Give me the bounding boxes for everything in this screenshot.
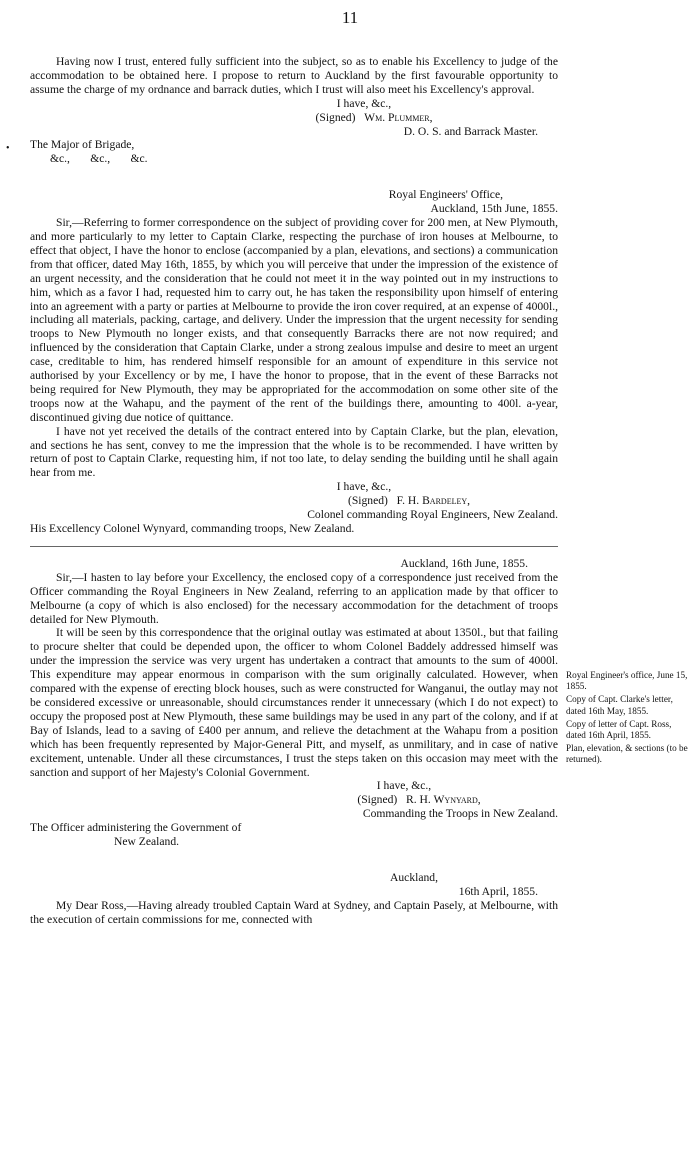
signer-name: R. H. Wynyard, [405, 793, 481, 807]
letter3-signature [30, 793, 558, 807]
letter2-signer-title: Colonel commanding Royal Engineers, New Zealand. [307, 508, 558, 522]
letter1-signature [30, 111, 558, 125]
signed-label: (Signed) [315, 110, 356, 124]
letter1-body: Having now I trust, entered fully sufficient into the subject, so as to enable his Excellency to judge of the accommodation to be obtained here. I propose to return to Auckland by the first favourable opportunity to assume the charge of my ordnance and barrack duties, which I trust will also meet his Excellency's approval. [30, 55, 558, 96]
signed-label: (Signed) [347, 494, 388, 508]
letter2-para2: I have not yet received the details of the contract entered into by Captain Clarke, but the plan, elevation, and sections he has sent, convey to me the impression that the whole is to be recommended. I have written by return of post to Captain Clarke, requesting him, if not too late, to delay sending the building until he shall again hear from me. [30, 424, 558, 480]
letter1-close: I have, &c., [336, 96, 392, 110]
letter4-date: 16th April, 1855. [458, 884, 538, 898]
letter2-para1: Sir,—Referring to former correspondence on the subject of providing cover for 200 men, at New Plymouth, and more particularly to my letter to Captain Clarke, respecting the purchase of iron houses at Melbourne, to effect that object, I have the honor to enclose (accompanied by a plan, elevations, and sections) a communication from that officer, dated May 16th, 1855, by which you will perceive that under the impression of the existence of an urgent necessity, and the consideration that he could not meet it in the way pointed out in my instructions to him, which as a favor I had, requested him to carry out, he has taken the responsibility upon himself of entering into an agreement with a party or parties at Melbourne to provide the iron cover required, at an expense of 4000l., including all materials, packing, cartage, and delivery. Under the impression that the urgent necessity for sending troops to New Plymouth no longer exists, and that consequently Barracks there are not now required; and influenced by the consideration that Captain Clarke, under a strong zealous impulse and desire to meet an urgent case, creditable to him, has rendered himself responsible for an amount of expenditure in this service not authorised by your Excellency or by me, I have the honor to propose, that in the event of these Barracks not being required for New Plymouth, they may be appropriated for the accommodation on some other site of the troops now at the Wahapu, and the payment of the rent of the buildings there, amounting to 400l. a-year, discontinued giving due notice of quittance. [30, 216, 558, 424]
main-text-column [30, 55, 558, 927]
marginal-note: Copy of Capt. Clarke's letter, dated 16th May, 1855. [566, 694, 673, 716]
marginal-note: Royal Engineer's office, June 15, 1855. [566, 670, 688, 692]
letter2-signature [30, 494, 558, 508]
letter3-addressee: The Officer administering the Government of [30, 821, 242, 835]
letter3-para1: Sir,—I hasten to lay before your Excellency, the enclosed copy of a correspondence just received from the Officer commanding the Royal Engineers in New Zealand, referring to an application made by that officer to Melbourne (a copy of which is also enclosed) for the necessary accommodation for the detachment of troops detailed for New Plymouth. [30, 570, 558, 626]
letter4-place: Auckland, [390, 870, 438, 884]
letter2-office: Royal Engineers' Office, [388, 188, 503, 202]
letter3-close: I have, &c., [376, 779, 432, 793]
signed-label: (Signed) [357, 793, 398, 807]
marginal-note: Plan, elevation, & sections (to be returned). [566, 743, 688, 765]
signer-name: Wm. Plummer, [364, 110, 433, 124]
letter4-para1: My Dear Ross,—Having already troubled Captain Ward at Sydney, and Captain Pasely, at Melbourne, with the execution of certain commissions for me, connected with [30, 898, 558, 926]
letter1-signer-title: D. O. S. and Barrack Master. [403, 124, 538, 138]
marginal-notes [566, 670, 690, 768]
section-divider [30, 546, 558, 547]
letter2-close: I have, &c., [336, 480, 392, 494]
margin-dot: • [6, 143, 10, 154]
letter2-addressee: His Excellency Colonel Wynyard, commanding troops, New Zealand. [30, 522, 355, 535]
letter3-para2: It will be seen by this correspondence that the original outlay was estimated at about 1350l., but that failing to procure shelter that could be depended upon, the officer to whom Colonel Baddely addressed himself was under the impression the service was very urgent has undertaken a contract that amounts to the sum of 4000l. This expenditure may appear enormous in comparison with the sum originally calculated. However, when compared with the expense of erecting block houses, such as were constructed for Wanganui, the outlay may not be considered excessive or unreasonable, should circumstances render it unnecessary (which I do not expect) to occupy the proposed post at New Plymouth, these same buildings may be used in any part of the colony, and if at Bay of Islands, lead to a saving of £400 per annum, and relieve the detachment at the Wahapu from a position which has been frequently represented by Major-General Pitt, and myself, as unmilitary, and in case of native excitement, untenable. Under all these circumstances, I trust the steps taken on this occasion may meet with the sanction and support of her Majesty's Colonial Government. [30, 626, 558, 779]
letter1-addressee: The Major of Brigade, [30, 138, 135, 152]
letter3-addressee-line2: New Zealand. [114, 835, 180, 849]
page-number: 11 [341, 8, 359, 27]
letter2-place-date: Auckland, 15th June, 1855. [430, 202, 558, 216]
signer-name: F. H. Bardeley, [396, 494, 471, 508]
letter3-signer-title: Commanding the Troops in New Zealand. [362, 807, 558, 821]
marginal-note: Copy of letter of Capt. Ross, dated 16th April, 1855. [566, 718, 672, 741]
letter3-place-date: Auckland, 16th June, 1855. [400, 556, 528, 570]
letter1-addressee-etc: &c., &c., &c. [50, 152, 148, 166]
